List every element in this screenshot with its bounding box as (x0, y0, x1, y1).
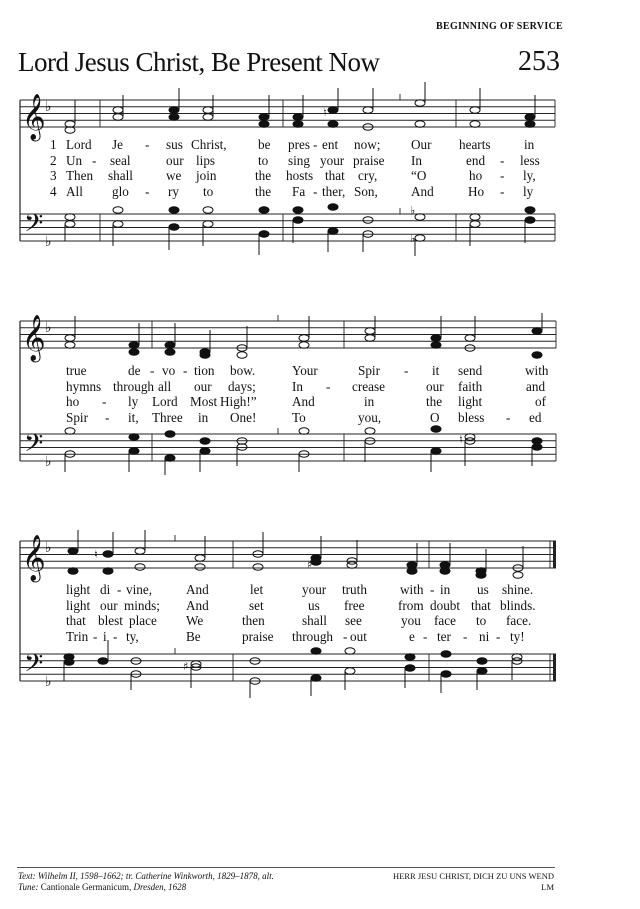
svg-text:♭: ♭ (45, 674, 52, 690)
verse-number: 4 (50, 183, 57, 199)
footer-divider (17, 867, 555, 868)
svg-text:♯: ♯ (307, 558, 313, 571)
svg-text:♭: ♭ (45, 234, 52, 250)
credits (18, 871, 274, 893)
svg-text:𝄞: 𝄞 (22, 315, 46, 361)
meter: LM (541, 882, 554, 892)
svg-text:𝄢: 𝄢 (24, 429, 44, 464)
treble-staff-3 (20, 541, 556, 568)
verse-number: 2 (50, 152, 57, 168)
svg-text:𝄢: 𝄢 (24, 649, 44, 684)
svg-text:♭: ♭ (410, 232, 416, 245)
tune-info (393, 871, 554, 893)
treble-staff-2 (20, 321, 556, 348)
hymn-number: 253 (518, 46, 560, 77)
verse-number: 3 (50, 168, 57, 183)
bass-clef-icon: 𝄢 (24, 209, 44, 244)
svg-text:♮: ♮ (459, 433, 463, 446)
tune-credit: Tune: Cantionale Germanicum, Dresden, 1628 (18, 882, 187, 892)
svg-text:♮: ♮ (323, 106, 327, 119)
section-label: BEGINNING OF SERVICE (436, 21, 563, 32)
hymn-title: Lord Jesus Christ, Be Present Now (18, 47, 380, 77)
svg-text:♭: ♭ (45, 320, 52, 336)
tune-name: HERR JESU CHRIST, DICH ZU UNS WEND (393, 871, 554, 881)
svg-text:♭: ♭ (410, 204, 416, 217)
flat-icon: ♭ (45, 99, 52, 115)
text-credit: Text: Wilhelm II, 1598–1662; tr. Catherine Winkworth, 1829–1878, alt. (18, 871, 274, 881)
svg-text:♯: ♯ (183, 660, 189, 673)
treble-clef-icon: 𝄞 (22, 94, 46, 140)
bass-staff-2 (20, 434, 556, 461)
svg-text:♭: ♭ (45, 540, 52, 556)
verse-number: 1 (50, 137, 57, 152)
svg-text:♭: ♭ (45, 454, 52, 470)
svg-text:♮: ♮ (94, 548, 98, 561)
svg-text:𝄞: 𝄞 (22, 535, 46, 581)
